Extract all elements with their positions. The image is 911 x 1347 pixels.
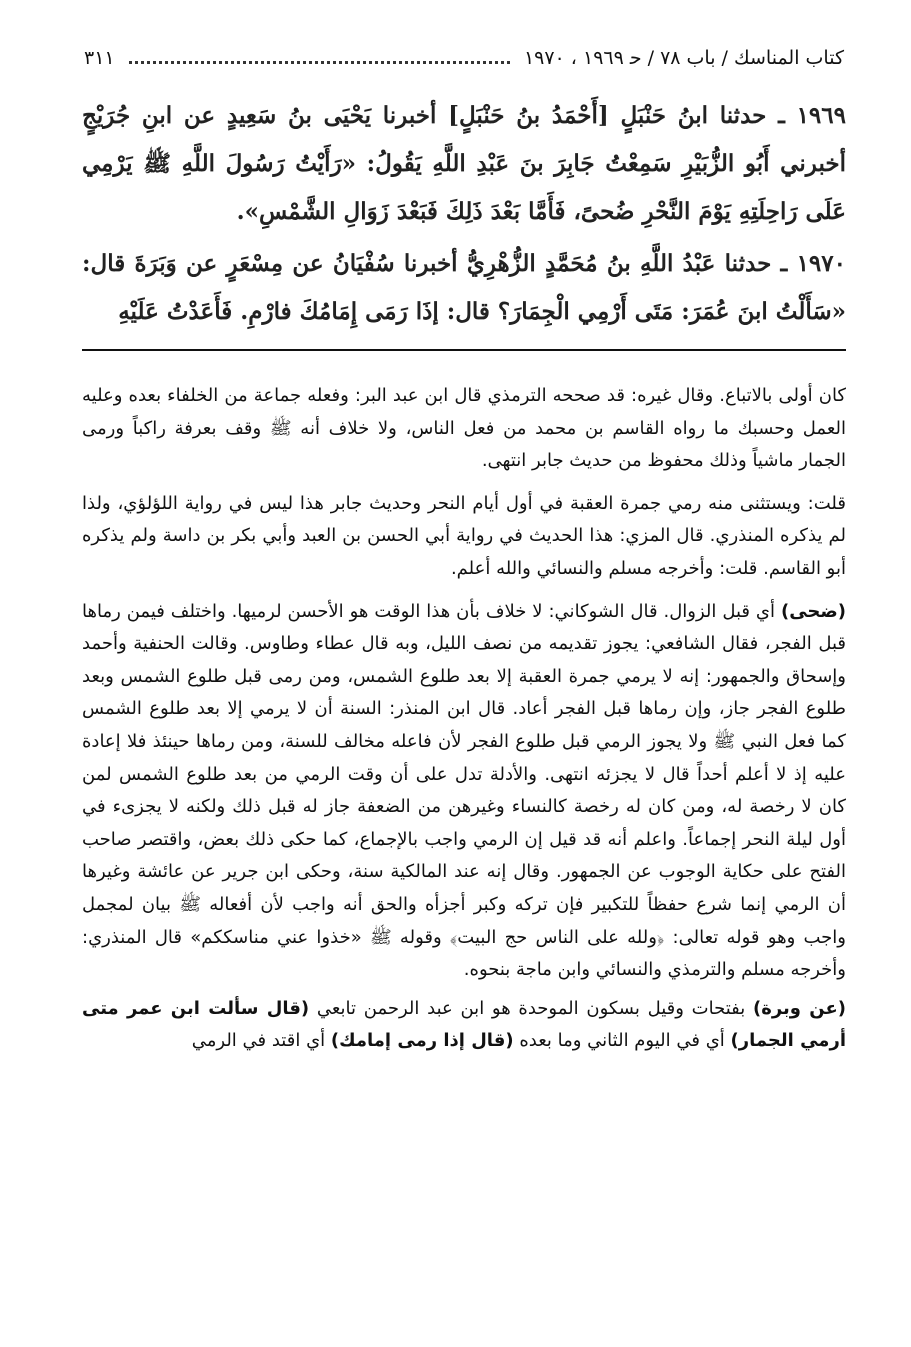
header-title: كتاب المناسك / باب ٧٨ / ح‍ ١٩٦٩ ، ١٩٧٠	[523, 47, 844, 69]
page-number: ٣١١	[84, 47, 115, 69]
commentary-paragraph-3	[82, 596, 846, 987]
bold-term: (قال سألت ابن عمر متى أرمي الجمار)	[82, 997, 846, 1052]
hadith-number: ١٩٧٠	[796, 250, 846, 277]
commentary-paragraph-1: كان أولى بالاتباع. وقال غيره: قد صححه الترمذي قال ابن عبد البر: وفعله جماعة من الخلفاء بعده وعليه العمل وحسبك ما رواه القاسم بن محمد من فعل الناس، ولا خلاف أنه ﷺ وقف بعرفة راكباً ورمى الجمار ماشياً وذلك محفوظ من حديث جابر انتهى.	[82, 385, 846, 472]
bold-term: (عن وبرة)	[753, 997, 846, 1019]
commentary-block	[82, 380, 846, 1068]
running-header	[84, 38, 844, 78]
hadith-body: ـ حدثنا عَبْدُ اللَّهِ بنُ مُحَمَّدٍ الزُّهْرِيُّ أخبرنا سُفْيَانُ عن مِسْعَرٍ عن وَبَرَةَ قال: «سَأَلْتُ ابنَ عُمَرَ: مَتَى أَرْمِي الْجِمَارَ؟ قال: إذَا رَمَى إِمَامُكَ فارْمِ. فَأَعَدْتُ عَلَيْهِ	[82, 250, 846, 325]
hadith-body: ـ حدثنا ابنُ حَنْبَلٍ [أَحْمَدُ بنُ حَنْبَلٍ] أخبرنا يَحْيَى بنُ سَعِيدٍ عن ابنِ جُرَيْجٍ أخبرني أَبُو الزُّبَيْرِ سَمِعْتُ جَابِرَ بنَ عَبْدِ اللَّهِ يَقُولُ: «رَأَيْتُ رَسُولَ اللَّهِ ﷺ يَرْمِي عَلَى رَاحِلَتِهِ يَوْمَ النَّحْرِ ضُحىً، فَأَمَّا بَعْدَ ذَلِكَ فَبَعْدَ زَوَالِ الشَّمْسِ».	[82, 102, 846, 225]
commentary-text: بفتحات وقيل بسكون الموحدة هو ابن عبد الرحمن تابعي	[309, 997, 753, 1019]
bold-term: (ضحى)	[780, 600, 846, 622]
commentary-text: أي في اليوم الثاني وما بعده	[513, 1030, 731, 1052]
header-dot-leader	[129, 61, 510, 64]
commentary-paragraph-4	[82, 993, 846, 1058]
hadith-1970	[82, 240, 846, 336]
bold-term: (قال إذا رمى إمامك)	[330, 1030, 514, 1052]
commentary-paragraph-2: قلت: ويستثنى منه رمي جمرة العقبة في أول أيام النحر وحديث جابر هذا ليس في رواية اللؤلؤي، ولذا لم يذكره المنذري. قال المزي: هذا الحديث في رواية أبي الحسن بن العبد وأبي بكر بن داسة ولم يذكره أبو القاسم. قلت: وأخرجه مسلم والنسائي والله أعلم.	[82, 492, 846, 579]
footnote-divider	[82, 349, 846, 351]
hadith-number: ١٩٦٩	[796, 102, 846, 129]
commentary-text: أي اقتد في الرمي	[191, 1030, 331, 1052]
hadith-text-block	[82, 92, 846, 340]
hadith-1969	[82, 92, 846, 236]
commentary-text: أي قبل الزوال. قال الشوكاني: لا خلاف بأن هذا الوقت هو الأحسن لرميها. واختلف فيمن رماها قبل الفجر، فقال الشافعي: يجوز تقديمه من نصف الليل، وبه قال عطاء وطاوس. وقالت الحنفية وأحمد وإسحاق والجمهور: إنه لا يرمي جمرة العقبة إلا بعد طلوع الشمس، ومن رمى قبل طلوع الشمس وبعد طلوع الفجر جاز، وإن رماها قبل الفجر أعاد. قال ابن المنذر: السنة أن لا يرمي إلا بعد طلوع الشمس كما فعل النبي ﷺ ولا يجوز الرمي قبل طلوع الفجر لأن فاعله مخالف للسنة، ومن رماها حينئذ فلا إعادة عليه إذ لا أعلم أحداً قال لا يجزئه انتهى. والأدلة تدل على أن وقت الرمي من بعد طلوع الشمس لمن كان لا رخصة له، ومن كان له رخصة كالنساء وغيرهن من الضعفة جاز له قبل ذلك ولكنه لا يجزىء في أول ليلة النحر إجماعاً. واعلم أنه قد قيل إن الرمي واجب بالإجماع، كما حكى ذلك بعض، واقتصر صاحب الفتح على حكاية الوجوب عن الجمهور. وقال إنه عند المالكية سنة، وحكى ابن جرير عن عائشة وغيرها أن الرمي إنما شرع حفظاً للتكبير فإن تركه وكبر أجزأه والحق أنه واجب لأن أفعاله ﷺ بيان لمجمل واجب وهو قوله تعالى: ﴿ولله على الناس حج البيت﴾ وقوله ﷺ «خذوا عني مناسككم» قال المنذري: وأخرجه مسلم والترمذي والنسائي وابن ماجة بنحوه.	[82, 600, 846, 981]
